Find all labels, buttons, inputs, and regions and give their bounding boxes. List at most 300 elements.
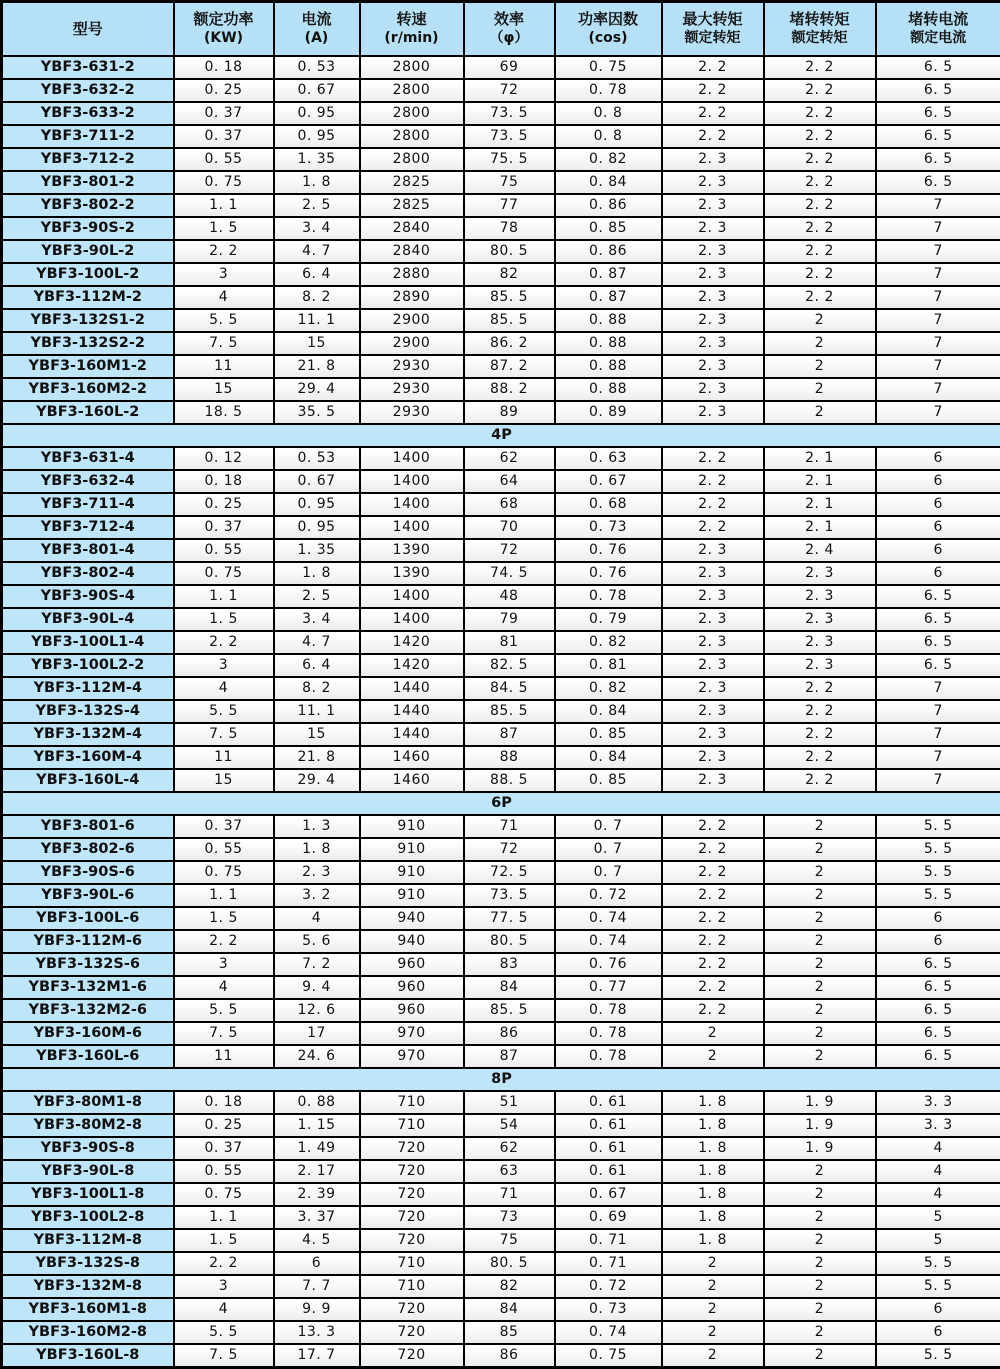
value-cell-locked-current-ratio: 6. 5 (876, 171, 1000, 194)
value-cell-power-factor: 0. 85 (555, 217, 662, 240)
value-cell-rated-power: 1. 1 (174, 194, 274, 217)
value-cell-rated-power: 0. 37 (174, 1137, 274, 1160)
value-cell-current: 4. 5 (274, 1229, 360, 1252)
table-row (2, 884, 1000, 907)
value-cell-locked-current-ratio: 5. 5 (876, 838, 1000, 861)
value-cell-locked-current-ratio: 7 (876, 401, 1000, 424)
value-cell-max-torque-ratio: 2 (662, 1045, 764, 1068)
value-cell-power-factor: 0. 74 (555, 907, 662, 930)
value-cell-max-torque-ratio: 2 (662, 1321, 764, 1344)
section-row-4p (2, 424, 1000, 447)
value-cell-power-factor: 0. 71 (555, 1252, 662, 1275)
section-label-8p: 8P (2, 1068, 1000, 1091)
table-row (2, 309, 1000, 332)
value-cell-max-torque-ratio: 2 (662, 1344, 764, 1368)
value-cell-power-factor: 0. 7 (555, 815, 662, 838)
value-cell-rated-power: 0. 55 (174, 539, 274, 562)
value-cell-locked-current-ratio: 6. 5 (876, 631, 1000, 654)
value-cell-locked-current-ratio: 6 (876, 1298, 1000, 1321)
model-cell: YBF3-80M2-8 (2, 1114, 174, 1137)
value-cell-speed: 720 (360, 1344, 464, 1368)
value-cell-power-factor: 0. 86 (555, 240, 662, 263)
model-cell: YBF3-90S-2 (2, 217, 174, 240)
model-cell: YBF3-802-4 (2, 562, 174, 585)
section-label-4p: 4P (2, 424, 1000, 447)
table-row (2, 1045, 1000, 1068)
col-header-locked-torque-ratio-line1: 堵转转矩 (765, 10, 875, 29)
table-row (2, 631, 1000, 654)
value-cell-max-torque-ratio: 2. 2 (662, 815, 764, 838)
value-cell-max-torque-ratio: 2. 3 (662, 585, 764, 608)
model-cell: YBF3-160M2-2 (2, 378, 174, 401)
value-cell-power-factor: 0. 69 (555, 1206, 662, 1229)
value-cell-power-factor: 0. 76 (555, 562, 662, 585)
value-cell-current: 0. 88 (274, 1091, 360, 1114)
table-row (2, 585, 1000, 608)
table-row (2, 1022, 1000, 1045)
value-cell-locked-torque-ratio: 2. 2 (764, 746, 876, 769)
value-cell-max-torque-ratio: 2. 2 (662, 516, 764, 539)
value-cell-locked-current-ratio: 6 (876, 1321, 1000, 1344)
value-cell-rated-power: 0. 18 (174, 470, 274, 493)
value-cell-locked-current-ratio: 6. 5 (876, 56, 1000, 79)
value-cell-locked-torque-ratio: 2. 1 (764, 447, 876, 470)
value-cell-efficiency: 85. 5 (464, 999, 555, 1022)
section-label-6p: 6P (2, 792, 1000, 815)
value-cell-speed: 940 (360, 930, 464, 953)
value-cell-rated-power: 1. 1 (174, 585, 274, 608)
value-cell-power-factor: 0. 76 (555, 539, 662, 562)
model-cell: YBF3-160M1-8 (2, 1298, 174, 1321)
value-cell-power-factor: 0. 78 (555, 999, 662, 1022)
value-cell-rated-power: 2. 2 (174, 1252, 274, 1275)
table-row (2, 608, 1000, 631)
model-cell: YBF3-712-4 (2, 516, 174, 539)
value-cell-rated-power: 5. 5 (174, 1321, 274, 1344)
value-cell-max-torque-ratio: 2. 3 (662, 700, 764, 723)
value-cell-efficiency: 78 (464, 217, 555, 240)
table-row (2, 332, 1000, 355)
value-cell-speed: 1400 (360, 470, 464, 493)
value-cell-max-torque-ratio: 2. 3 (662, 194, 764, 217)
value-cell-efficiency: 80. 5 (464, 930, 555, 953)
value-cell-efficiency: 81 (464, 631, 555, 654)
value-cell-locked-torque-ratio: 2 (764, 1275, 876, 1298)
value-cell-locked-current-ratio: 7 (876, 723, 1000, 746)
table-row (2, 148, 1000, 171)
value-cell-rated-power: 0. 55 (174, 1160, 274, 1183)
model-cell: YBF3-633-2 (2, 102, 174, 125)
value-cell-rated-power: 2. 2 (174, 240, 274, 263)
value-cell-speed: 1440 (360, 723, 464, 746)
table-row (2, 1229, 1000, 1252)
value-cell-speed: 2930 (360, 355, 464, 378)
model-cell: YBF3-160L-2 (2, 401, 174, 424)
model-cell: YBF3-112M-2 (2, 286, 174, 309)
value-cell-locked-torque-ratio: 2. 3 (764, 631, 876, 654)
value-cell-current: 6. 4 (274, 654, 360, 677)
value-cell-max-torque-ratio: 2 (662, 1252, 764, 1275)
value-cell-locked-torque-ratio: 2. 4 (764, 539, 876, 562)
table-row (2, 1114, 1000, 1137)
value-cell-efficiency: 71 (464, 1183, 555, 1206)
value-cell-speed: 940 (360, 907, 464, 930)
table-row (2, 677, 1000, 700)
value-cell-efficiency: 87 (464, 1045, 555, 1068)
value-cell-locked-current-ratio: 6. 5 (876, 608, 1000, 631)
value-cell-efficiency: 68 (464, 493, 555, 516)
value-cell-rated-power: 3 (174, 263, 274, 286)
value-cell-locked-current-ratio: 7 (876, 677, 1000, 700)
value-cell-locked-current-ratio: 6 (876, 539, 1000, 562)
value-cell-efficiency: 51 (464, 1091, 555, 1114)
value-cell-current: 1. 49 (274, 1137, 360, 1160)
value-cell-locked-current-ratio: 6. 5 (876, 79, 1000, 102)
value-cell-speed: 720 (360, 1206, 464, 1229)
table-row (2, 194, 1000, 217)
value-cell-max-torque-ratio: 2. 3 (662, 332, 764, 355)
table-row (2, 1344, 1000, 1368)
value-cell-current: 1. 3 (274, 815, 360, 838)
value-cell-current: 35. 5 (274, 401, 360, 424)
value-cell-efficiency: 73 (464, 1206, 555, 1229)
value-cell-max-torque-ratio: 2. 2 (662, 447, 764, 470)
value-cell-locked-torque-ratio: 2 (764, 838, 876, 861)
value-cell-max-torque-ratio: 2. 2 (662, 493, 764, 516)
col-header-speed (360, 2, 464, 57)
value-cell-current: 11. 1 (274, 700, 360, 723)
value-cell-locked-current-ratio: 6. 5 (876, 1045, 1000, 1068)
value-cell-max-torque-ratio: 2 (662, 1022, 764, 1045)
value-cell-power-factor: 0. 74 (555, 930, 662, 953)
value-cell-speed: 1400 (360, 608, 464, 631)
table-row (2, 1275, 1000, 1298)
table-row (2, 217, 1000, 240)
value-cell-current: 6 (274, 1252, 360, 1275)
value-cell-power-factor: 0. 61 (555, 1114, 662, 1137)
value-cell-locked-torque-ratio: 2. 2 (764, 263, 876, 286)
value-cell-efficiency: 86. 2 (464, 332, 555, 355)
value-cell-power-factor: 0. 88 (555, 355, 662, 378)
value-cell-locked-torque-ratio: 2 (764, 1344, 876, 1368)
value-cell-locked-torque-ratio: 2 (764, 1252, 876, 1275)
value-cell-current: 0. 53 (274, 56, 360, 79)
value-cell-speed: 2840 (360, 240, 464, 263)
col-header-rated-power (174, 2, 274, 57)
value-cell-rated-power: 2. 2 (174, 631, 274, 654)
value-cell-locked-torque-ratio: 1. 9 (764, 1091, 876, 1114)
value-cell-locked-current-ratio: 5. 5 (876, 1344, 1000, 1368)
value-cell-current: 3. 37 (274, 1206, 360, 1229)
value-cell-locked-current-ratio: 6 (876, 907, 1000, 930)
value-cell-efficiency: 88. 2 (464, 378, 555, 401)
table-row (2, 378, 1000, 401)
value-cell-current: 3. 4 (274, 217, 360, 240)
value-cell-speed: 2900 (360, 332, 464, 355)
value-cell-efficiency: 85. 5 (464, 286, 555, 309)
value-cell-locked-current-ratio: 7 (876, 746, 1000, 769)
value-cell-speed: 720 (360, 1321, 464, 1344)
model-cell: YBF3-90L-4 (2, 608, 174, 631)
value-cell-efficiency: 72. 5 (464, 861, 555, 884)
value-cell-rated-power: 0. 37 (174, 815, 274, 838)
value-cell-locked-torque-ratio: 2 (764, 884, 876, 907)
value-cell-current: 9. 9 (274, 1298, 360, 1321)
value-cell-power-factor: 0. 79 (555, 608, 662, 631)
value-cell-locked-current-ratio: 6 (876, 930, 1000, 953)
value-cell-power-factor: 0. 84 (555, 746, 662, 769)
value-cell-locked-current-ratio: 6. 5 (876, 953, 1000, 976)
value-cell-current: 0. 95 (274, 493, 360, 516)
value-cell-speed: 2800 (360, 125, 464, 148)
value-cell-rated-power: 0. 75 (174, 861, 274, 884)
value-cell-max-torque-ratio: 2. 2 (662, 56, 764, 79)
table-row (2, 976, 1000, 999)
model-cell: YBF3-90L-8 (2, 1160, 174, 1183)
value-cell-locked-current-ratio: 6 (876, 447, 1000, 470)
value-cell-speed: 2800 (360, 79, 464, 102)
model-cell: YBF3-801-2 (2, 171, 174, 194)
value-cell-rated-power: 7. 5 (174, 1022, 274, 1045)
value-cell-current: 0. 67 (274, 470, 360, 493)
table-row (2, 102, 1000, 125)
value-cell-power-factor: 0. 72 (555, 884, 662, 907)
value-cell-rated-power: 2. 2 (174, 930, 274, 953)
value-cell-rated-power: 1. 1 (174, 1206, 274, 1229)
value-cell-efficiency: 74. 5 (464, 562, 555, 585)
value-cell-locked-torque-ratio: 2. 2 (764, 723, 876, 746)
value-cell-locked-torque-ratio: 2. 1 (764, 493, 876, 516)
value-cell-speed: 2880 (360, 263, 464, 286)
value-cell-efficiency: 64 (464, 470, 555, 493)
value-cell-speed: 720 (360, 1298, 464, 1321)
value-cell-efficiency: 86 (464, 1022, 555, 1045)
table-row (2, 171, 1000, 194)
value-cell-efficiency: 82. 5 (464, 654, 555, 677)
value-cell-efficiency: 72 (464, 79, 555, 102)
model-cell: YBF3-80M1-8 (2, 1091, 174, 1114)
value-cell-power-factor: 0. 68 (555, 493, 662, 516)
value-cell-locked-current-ratio: 4 (876, 1137, 1000, 1160)
value-cell-efficiency: 85. 5 (464, 309, 555, 332)
value-cell-power-factor: 0. 61 (555, 1160, 662, 1183)
value-cell-rated-power: 0. 18 (174, 56, 274, 79)
col-header-max-torque-ratio-line1: 最大转矩 (663, 10, 763, 29)
value-cell-locked-torque-ratio: 2. 2 (764, 677, 876, 700)
value-cell-locked-current-ratio: 6. 5 (876, 654, 1000, 677)
value-cell-locked-current-ratio: 6 (876, 493, 1000, 516)
value-cell-power-factor: 0. 84 (555, 700, 662, 723)
section-row-8p (2, 1068, 1000, 1091)
value-cell-current: 24. 6 (274, 1045, 360, 1068)
value-cell-locked-current-ratio: 7 (876, 263, 1000, 286)
value-cell-efficiency: 75 (464, 1229, 555, 1252)
model-cell: YBF3-711-2 (2, 125, 174, 148)
model-cell: YBF3-802-2 (2, 194, 174, 217)
value-cell-locked-torque-ratio: 2. 2 (764, 56, 876, 79)
value-cell-power-factor: 0. 73 (555, 1298, 662, 1321)
value-cell-efficiency: 54 (464, 1114, 555, 1137)
model-cell: YBF3-711-4 (2, 493, 174, 516)
value-cell-power-factor: 0. 75 (555, 56, 662, 79)
value-cell-rated-power: 0. 25 (174, 79, 274, 102)
value-cell-efficiency: 72 (464, 838, 555, 861)
value-cell-power-factor: 0. 72 (555, 1275, 662, 1298)
model-cell: YBF3-100L1-8 (2, 1183, 174, 1206)
model-cell: YBF3-132S-4 (2, 700, 174, 723)
value-cell-power-factor: 0. 7 (555, 861, 662, 884)
table-row (2, 654, 1000, 677)
value-cell-power-factor: 0. 63 (555, 447, 662, 470)
table-row (2, 470, 1000, 493)
value-cell-power-factor: 0. 82 (555, 148, 662, 171)
value-cell-power-factor: 0. 67 (555, 470, 662, 493)
value-cell-current: 11. 1 (274, 309, 360, 332)
value-cell-current: 5. 6 (274, 930, 360, 953)
table-row (2, 1137, 1000, 1160)
value-cell-locked-current-ratio: 6 (876, 562, 1000, 585)
value-cell-locked-current-ratio: 7 (876, 309, 1000, 332)
col-header-current-line1: 电流 (275, 10, 359, 29)
model-cell: YBF3-100L2-8 (2, 1206, 174, 1229)
value-cell-locked-torque-ratio: 2. 2 (764, 194, 876, 217)
value-cell-power-factor: 0. 81 (555, 654, 662, 677)
value-cell-speed: 2840 (360, 217, 464, 240)
value-cell-power-factor: 0. 82 (555, 677, 662, 700)
value-cell-rated-power: 1. 5 (174, 907, 274, 930)
col-header-max-torque-ratio-line2: 额定转矩 (663, 29, 763, 48)
table-row (2, 1252, 1000, 1275)
table-row (2, 1091, 1000, 1114)
value-cell-locked-current-ratio: 7 (876, 332, 1000, 355)
value-cell-current: 0. 95 (274, 125, 360, 148)
value-cell-max-torque-ratio: 2. 3 (662, 539, 764, 562)
value-cell-locked-current-ratio: 7 (876, 700, 1000, 723)
value-cell-rated-power: 11 (174, 746, 274, 769)
value-cell-current: 4. 7 (274, 240, 360, 263)
value-cell-speed: 960 (360, 999, 464, 1022)
value-cell-power-factor: 0. 74 (555, 1321, 662, 1344)
value-cell-locked-current-ratio: 7 (876, 378, 1000, 401)
table-row (2, 907, 1000, 930)
value-cell-locked-torque-ratio: 2. 1 (764, 470, 876, 493)
value-cell-speed: 960 (360, 953, 464, 976)
value-cell-rated-power: 0. 75 (174, 562, 274, 585)
value-cell-rated-power: 7. 5 (174, 332, 274, 355)
value-cell-speed: 960 (360, 976, 464, 999)
value-cell-locked-torque-ratio: 2. 2 (764, 79, 876, 102)
value-cell-rated-power: 0. 18 (174, 1091, 274, 1114)
table-row (2, 815, 1000, 838)
model-cell: YBF3-132S-8 (2, 1252, 174, 1275)
value-cell-max-torque-ratio: 2. 2 (662, 79, 764, 102)
value-cell-locked-torque-ratio: 2. 3 (764, 585, 876, 608)
col-header-max-torque-ratio (662, 2, 764, 57)
value-cell-locked-torque-ratio: 2 (764, 355, 876, 378)
col-header-current (274, 2, 360, 57)
value-cell-power-factor: 0. 71 (555, 1229, 662, 1252)
value-cell-current: 0. 53 (274, 447, 360, 470)
model-cell: YBF3-90L-2 (2, 240, 174, 263)
value-cell-locked-current-ratio: 5. 5 (876, 884, 1000, 907)
value-cell-locked-current-ratio: 7 (876, 217, 1000, 240)
value-cell-efficiency: 84. 5 (464, 677, 555, 700)
value-cell-locked-current-ratio: 5. 5 (876, 1275, 1000, 1298)
value-cell-efficiency: 75. 5 (464, 148, 555, 171)
value-cell-max-torque-ratio: 2. 2 (662, 999, 764, 1022)
value-cell-efficiency: 89 (464, 401, 555, 424)
value-cell-rated-power: 0. 37 (174, 125, 274, 148)
table-row (2, 861, 1000, 884)
model-cell: YBF3-632-4 (2, 470, 174, 493)
table-row (2, 769, 1000, 792)
value-cell-rated-power: 7. 5 (174, 723, 274, 746)
value-cell-locked-torque-ratio: 2. 2 (764, 217, 876, 240)
value-cell-current: 21. 8 (274, 746, 360, 769)
value-cell-max-torque-ratio: 2 (662, 1298, 764, 1321)
value-cell-locked-torque-ratio: 2 (764, 861, 876, 884)
value-cell-current: 2. 5 (274, 194, 360, 217)
value-cell-max-torque-ratio: 2. 3 (662, 608, 764, 631)
table-row (2, 286, 1000, 309)
value-cell-power-factor: 0. 78 (555, 1022, 662, 1045)
table-row (2, 1206, 1000, 1229)
value-cell-current: 1. 35 (274, 539, 360, 562)
value-cell-speed: 710 (360, 1091, 464, 1114)
value-cell-current: 15 (274, 332, 360, 355)
value-cell-rated-power: 0. 37 (174, 102, 274, 125)
value-cell-max-torque-ratio: 2. 3 (662, 171, 764, 194)
value-cell-max-torque-ratio: 1. 8 (662, 1229, 764, 1252)
model-cell: YBF3-90S-6 (2, 861, 174, 884)
table-row (2, 516, 1000, 539)
value-cell-speed: 970 (360, 1045, 464, 1068)
value-cell-locked-current-ratio: 7 (876, 769, 1000, 792)
value-cell-max-torque-ratio: 2. 2 (662, 976, 764, 999)
value-cell-locked-current-ratio: 6 (876, 516, 1000, 539)
value-cell-power-factor: 0. 67 (555, 1183, 662, 1206)
value-cell-efficiency: 73. 5 (464, 125, 555, 148)
value-cell-speed: 710 (360, 1275, 464, 1298)
table-row (2, 56, 1000, 79)
model-cell: YBF3-132M-8 (2, 1275, 174, 1298)
model-cell: YBF3-100L2-2 (2, 654, 174, 677)
value-cell-max-torque-ratio: 2. 3 (662, 401, 764, 424)
value-cell-locked-torque-ratio: 2. 2 (764, 125, 876, 148)
value-cell-speed: 720 (360, 1137, 464, 1160)
value-cell-current: 29. 4 (274, 378, 360, 401)
table-row (2, 263, 1000, 286)
value-cell-rated-power: 18. 5 (174, 401, 274, 424)
value-cell-rated-power: 3 (174, 1275, 274, 1298)
value-cell-power-factor: 0. 73 (555, 516, 662, 539)
value-cell-efficiency: 48 (464, 585, 555, 608)
value-cell-max-torque-ratio: 1. 8 (662, 1091, 764, 1114)
value-cell-rated-power: 4 (174, 976, 274, 999)
value-cell-locked-current-ratio: 6. 5 (876, 999, 1000, 1022)
value-cell-max-torque-ratio: 1. 8 (662, 1160, 764, 1183)
col-header-locked-current-ratio-line1: 堵转电流 (877, 10, 1000, 29)
col-header-power-factor-line2: (cos) (556, 29, 661, 48)
value-cell-locked-torque-ratio: 2. 3 (764, 562, 876, 585)
model-cell: YBF3-112M-4 (2, 677, 174, 700)
value-cell-rated-power: 0. 55 (174, 148, 274, 171)
value-cell-efficiency: 84 (464, 1298, 555, 1321)
value-cell-speed: 910 (360, 861, 464, 884)
value-cell-rated-power: 0. 37 (174, 516, 274, 539)
value-cell-power-factor: 0. 78 (555, 585, 662, 608)
value-cell-locked-torque-ratio: 2 (764, 378, 876, 401)
